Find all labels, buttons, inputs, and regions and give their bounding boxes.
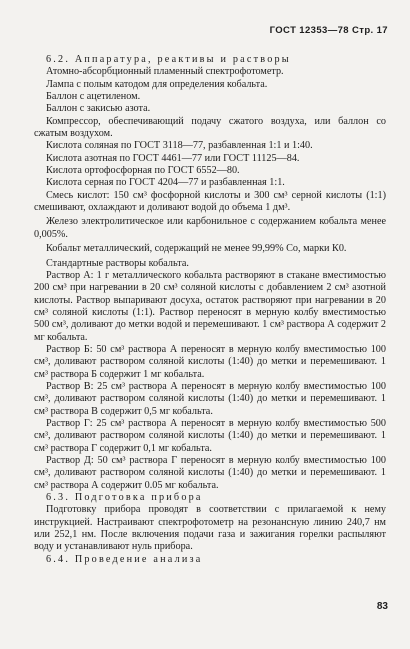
paragraph: Раствор Д: 50 см³ раствора Г переносят в мерную колбу вместимостью 100 см³, доливают раствором соляной кислоты (1:40) до метки и перемешивают. 1 см³ раствора А содержит 0.05 мг кобальта.: [34, 455, 386, 491]
paragraph: Раствор Г: 25 см³ раствора А переносят в мерную колбу вместимостью 500 см³, доливают раствором соляной кислоты (1:40) до метки и перемешивают. 1 см³ раствора Г содержит 0,1 мг кобальта.: [34, 417, 386, 454]
paragraph: Кислота соляная по ГОСТ 3118—77, разбавленная 1:1 и 1:40.: [46, 140, 313, 152]
paragraph: Баллон с закисью азота.: [46, 103, 151, 115]
paragraph: Раствор Б: 50 см³ раствора А переносят в мерную колбу вместимостью 100 см³, доливают раствором соляной кислоты (1:40) до метки и перемешивают. 1 см³ раствора Б содержит 1 мг кобальта.: [34, 343, 386, 380]
paragraph: Лампа с полым катодом для определения кобальта.: [46, 78, 268, 90]
paragraph: Кислота ортофосфорная по ГОСТ 6552—80.: [46, 165, 240, 177]
paragraph: Раствор В: 25 см³ раствора А переносят в мерную колбу вместимостью 100 см³, доливают раствором соляной кислоты (1:40) до метки и перемешивают. 1 см³ раствора В содержит 0,5 мг кобальта.: [34, 380, 386, 417]
paragraph: Атомно-абсорбционный пламенный спектрофотометр.: [46, 66, 284, 78]
paragraph: Смесь кислот: 150 см³ фосфорной кислоты и 300 см³ серной кислоты (1:1) смешивают, охлаждают и доливают водой до объема 1 дм³.: [34, 189, 386, 214]
page-header: ГОСТ 12353—78 Стр. 17: [269, 25, 388, 36]
paragraph: Стандартные растворы кобальта.: [46, 257, 189, 269]
section-heading: 6.2. Аппаратура, реактивы и растворы: [46, 54, 291, 65]
paragraph: Баллон с ацетиленом.: [46, 91, 141, 103]
page-number: 83: [376, 601, 388, 612]
paragraph: Кобальт металлический, содержащий не менее 99,99% Со, марки К0.: [46, 243, 347, 255]
paragraph: Компрессор, обеспечивающий подачу сжатого воздуха, или баллон со сжатым воздухом.: [34, 115, 386, 140]
paragraph: Железо электролитическое или карбонильное с содержанием кобальта менее 0,005%.: [34, 216, 386, 240]
document-body: [34, 54, 386, 566]
paragraph: Подготовку прибора проводят в соответствии с прилагаемой к нему инструкцией. Настраивают спектрофотометр на резонансную линию 240,7 нм или 252,1 нм. После включения подачи газа и зажигания горелки распыляют воду и устанавливают нуль прибора.: [34, 504, 386, 553]
paragraph: Кислота азотная по ГОСТ 4461—77 или ГОСТ 11125—84.: [46, 152, 300, 164]
paragraph: Кислота серная по ГОСТ 4204—77 и разбавленная 1:1.: [46, 177, 285, 189]
section-heading: 6.4. Проведение анализа: [46, 553, 203, 565]
paragraph: Раствор А: 1 г металлического кобальта растворяют в стакане вместимостью 200 см³ при нагревании в 20 см³ соляной кислоты с добавлением 2 см³ азотной кислоты. Раствор выпаривают досуха, остаток растворяют при нагревании в 20 см³ соляной кислоты (1:1). Раствор переносят в мерную колбу вместимостью 500 см³, доливают до метки водой и перемешивают. 1 см³ раствора А содержит 2 мг кобальта.: [34, 269, 386, 343]
section-heading: 6.3. Подготовка прибора: [46, 492, 203, 504]
